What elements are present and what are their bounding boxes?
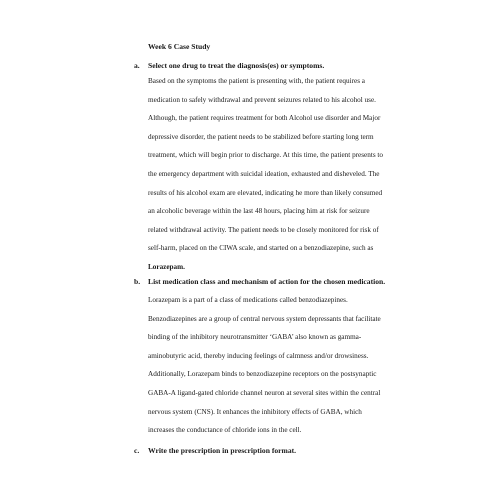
answer-line: related withdrawal activity. The patient needs to be closely monitored for risk of: [148, 225, 379, 234]
question-b-prompt: List medication class and mechanism of action for the chosen medication.: [148, 277, 386, 286]
question-c-prompt: Write the prescription in prescription format.: [148, 446, 297, 455]
answer-line: Additionally, Lorazepam binds to benzodiazepine receptors on the postsynaptic: [148, 370, 377, 379]
question-a-marker: a.: [134, 61, 140, 70]
question-b-marker: b.: [134, 277, 141, 286]
answer-line: increases the conductance of chloride ions in the cell.: [148, 426, 302, 435]
answer-line: an alcoholic beverage within the last 48 hours, placing him at risk for seizure: [148, 207, 370, 216]
answer-line: Although, the patient requires treatment for both Alcohol use disorder and Major: [148, 114, 381, 123]
answer-line: results of his alcohol exam are elevated, indicating he more than likely consumed: [148, 188, 383, 197]
question-a-answer: [148, 72, 403, 277]
answer-line: treatment, which will begin prior to discharge. At this time, the patient presents to: [148, 151, 384, 160]
answer-line: nervous system (CNS). It enhances the inhibitory effects of GABA, which: [148, 407, 362, 416]
document-title: Week 6 Case Study: [148, 42, 211, 51]
question-c-marker: c.: [134, 446, 140, 455]
answer-line: aminobutyric acid, thereby inducing feelings of calmness and/or drowsiness.: [148, 351, 369, 360]
answer-line: the emergency department with suicidal ideation, exhausted and disheveled. The: [148, 169, 380, 178]
answer-drug-name: Lorazepam.: [148, 262, 185, 271]
question-a-prompt: Select one drug to treat the diagnosis(es) or symptoms.: [148, 61, 325, 70]
answer-line: Based on the symptoms the patient is presenting with, the patient requires a: [148, 77, 365, 85]
answer-line: self-harm, placed on the CIWA scale, and started on a benzodiazepine, such as: [148, 244, 374, 253]
answer-line: depressive disorder, the patient needs to be stabilized before starting long term: [148, 132, 374, 141]
answer-line: binding of the inhibitory neurotransmitter ‘GABA’ also known as gamma-: [148, 333, 362, 342]
answer-line: GABA-A ligand-gated chloride channel neuron at several sites within the central: [148, 388, 381, 397]
answer-line: Lorazepam is a part of a class of medications called benzodiazepines.: [148, 296, 348, 304]
answer-line: medication to safely withdrawal and prevent seizures related to his alcohol use.: [148, 95, 376, 104]
question-b-answer: [148, 291, 403, 440]
answer-line: Benzodiazepines are a group of central nervous system depressants that facilitate: [148, 314, 381, 323]
